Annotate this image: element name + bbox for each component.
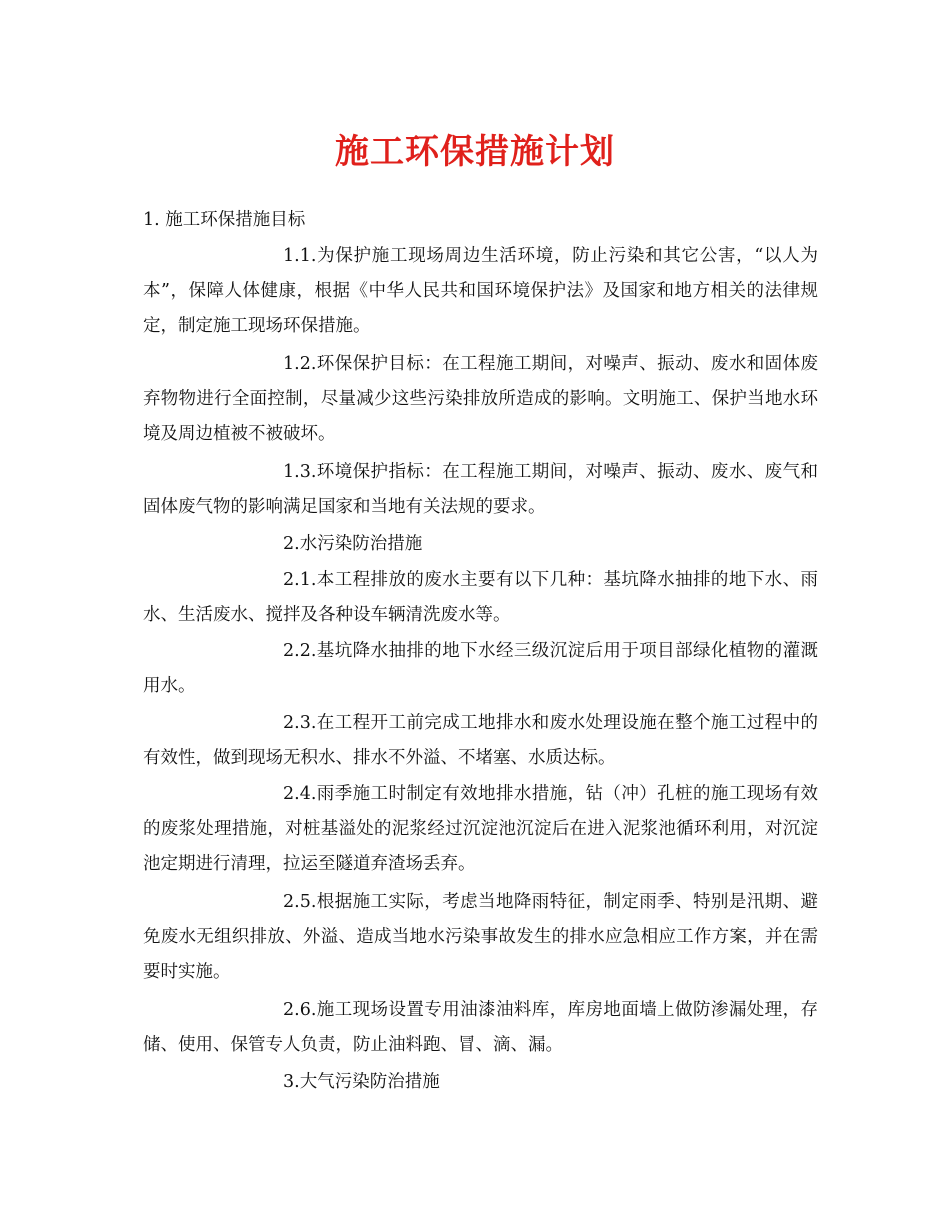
section-heading-1: 1. 施工环保措施目标 xyxy=(143,210,306,230)
paragraph-2-2: 2.2.基坑降水抽排的地下水经三级沉淀后用于项目部绿化植物的灌溉用水。 xyxy=(143,641,818,696)
paragraph-2-6: 2.6.施工现场设置专用油漆油料库，库房地面墙上做防渗漏处理，存储、使用、保管专人负责，防止油料跑、冒、滴、漏。 xyxy=(143,1000,818,1055)
document-title: 施工环保措施计划 xyxy=(335,132,615,172)
paragraph-1-3: 1.3.环境保护指标：在工程施工期间，对噪声、振动、废水、废气和固体废气物的影响满足国家和当地有关法规的要求。 xyxy=(143,462,818,517)
paragraph-2-3: 2.3.在工程开工前完成工地排水和废水处理设施在整个施工过程中的有效性，做到现场无积水、排水不外溢、不堵塞、水质达标。 xyxy=(143,713,818,768)
paragraph-2-4: 2.4.雨季施工时制定有效地排水措施，钻（冲）孔桩的施工现场有效的废浆处理措施，对桩基溢处的泥浆经过沉淀池沉淀后在进入泥浆池循环利用，对沉淀池定期进行清理，拉运至隧道弃渣场丢弃。 xyxy=(143,784,818,874)
section-heading-2: 2.水污染防治措施 xyxy=(283,534,423,554)
paragraph-1-1: 1.1.为保护施工现场周边生活环境，防止污染和其它公害，“以人为本”，保障人体健康，根据《中华人民共和国环境保护法》及国家和地方相关的法律规定，制定施工现场环保措施。 xyxy=(143,246,818,336)
section-heading-3: 3.大气污染防治措施 xyxy=(283,1072,440,1092)
paragraph-1-2: 1.2.环保保护目标：在工程施工期间，对噪声、振动、废水和固体废弃物物进行全面控制，尽量减少这些污染排放所造成的影响。文明施工、保护当地水环境及周边植被不被破坏。 xyxy=(143,354,818,444)
paragraph-2-5: 2.5.根据施工实际，考虑当地降雨特征，制定雨季、特别是汛期、避免废水无组织排放、外溢、造成当地水污染事故发生的排水应急相应工作方案，并在需要时实施。 xyxy=(143,892,818,982)
paragraph-2-1: 2.1.本工程排放的废水主要有以下几种：基坑降水抽排的地下水、雨水、生活废水、搅拌及各种设车辆清洗废水等。 xyxy=(143,570,818,625)
